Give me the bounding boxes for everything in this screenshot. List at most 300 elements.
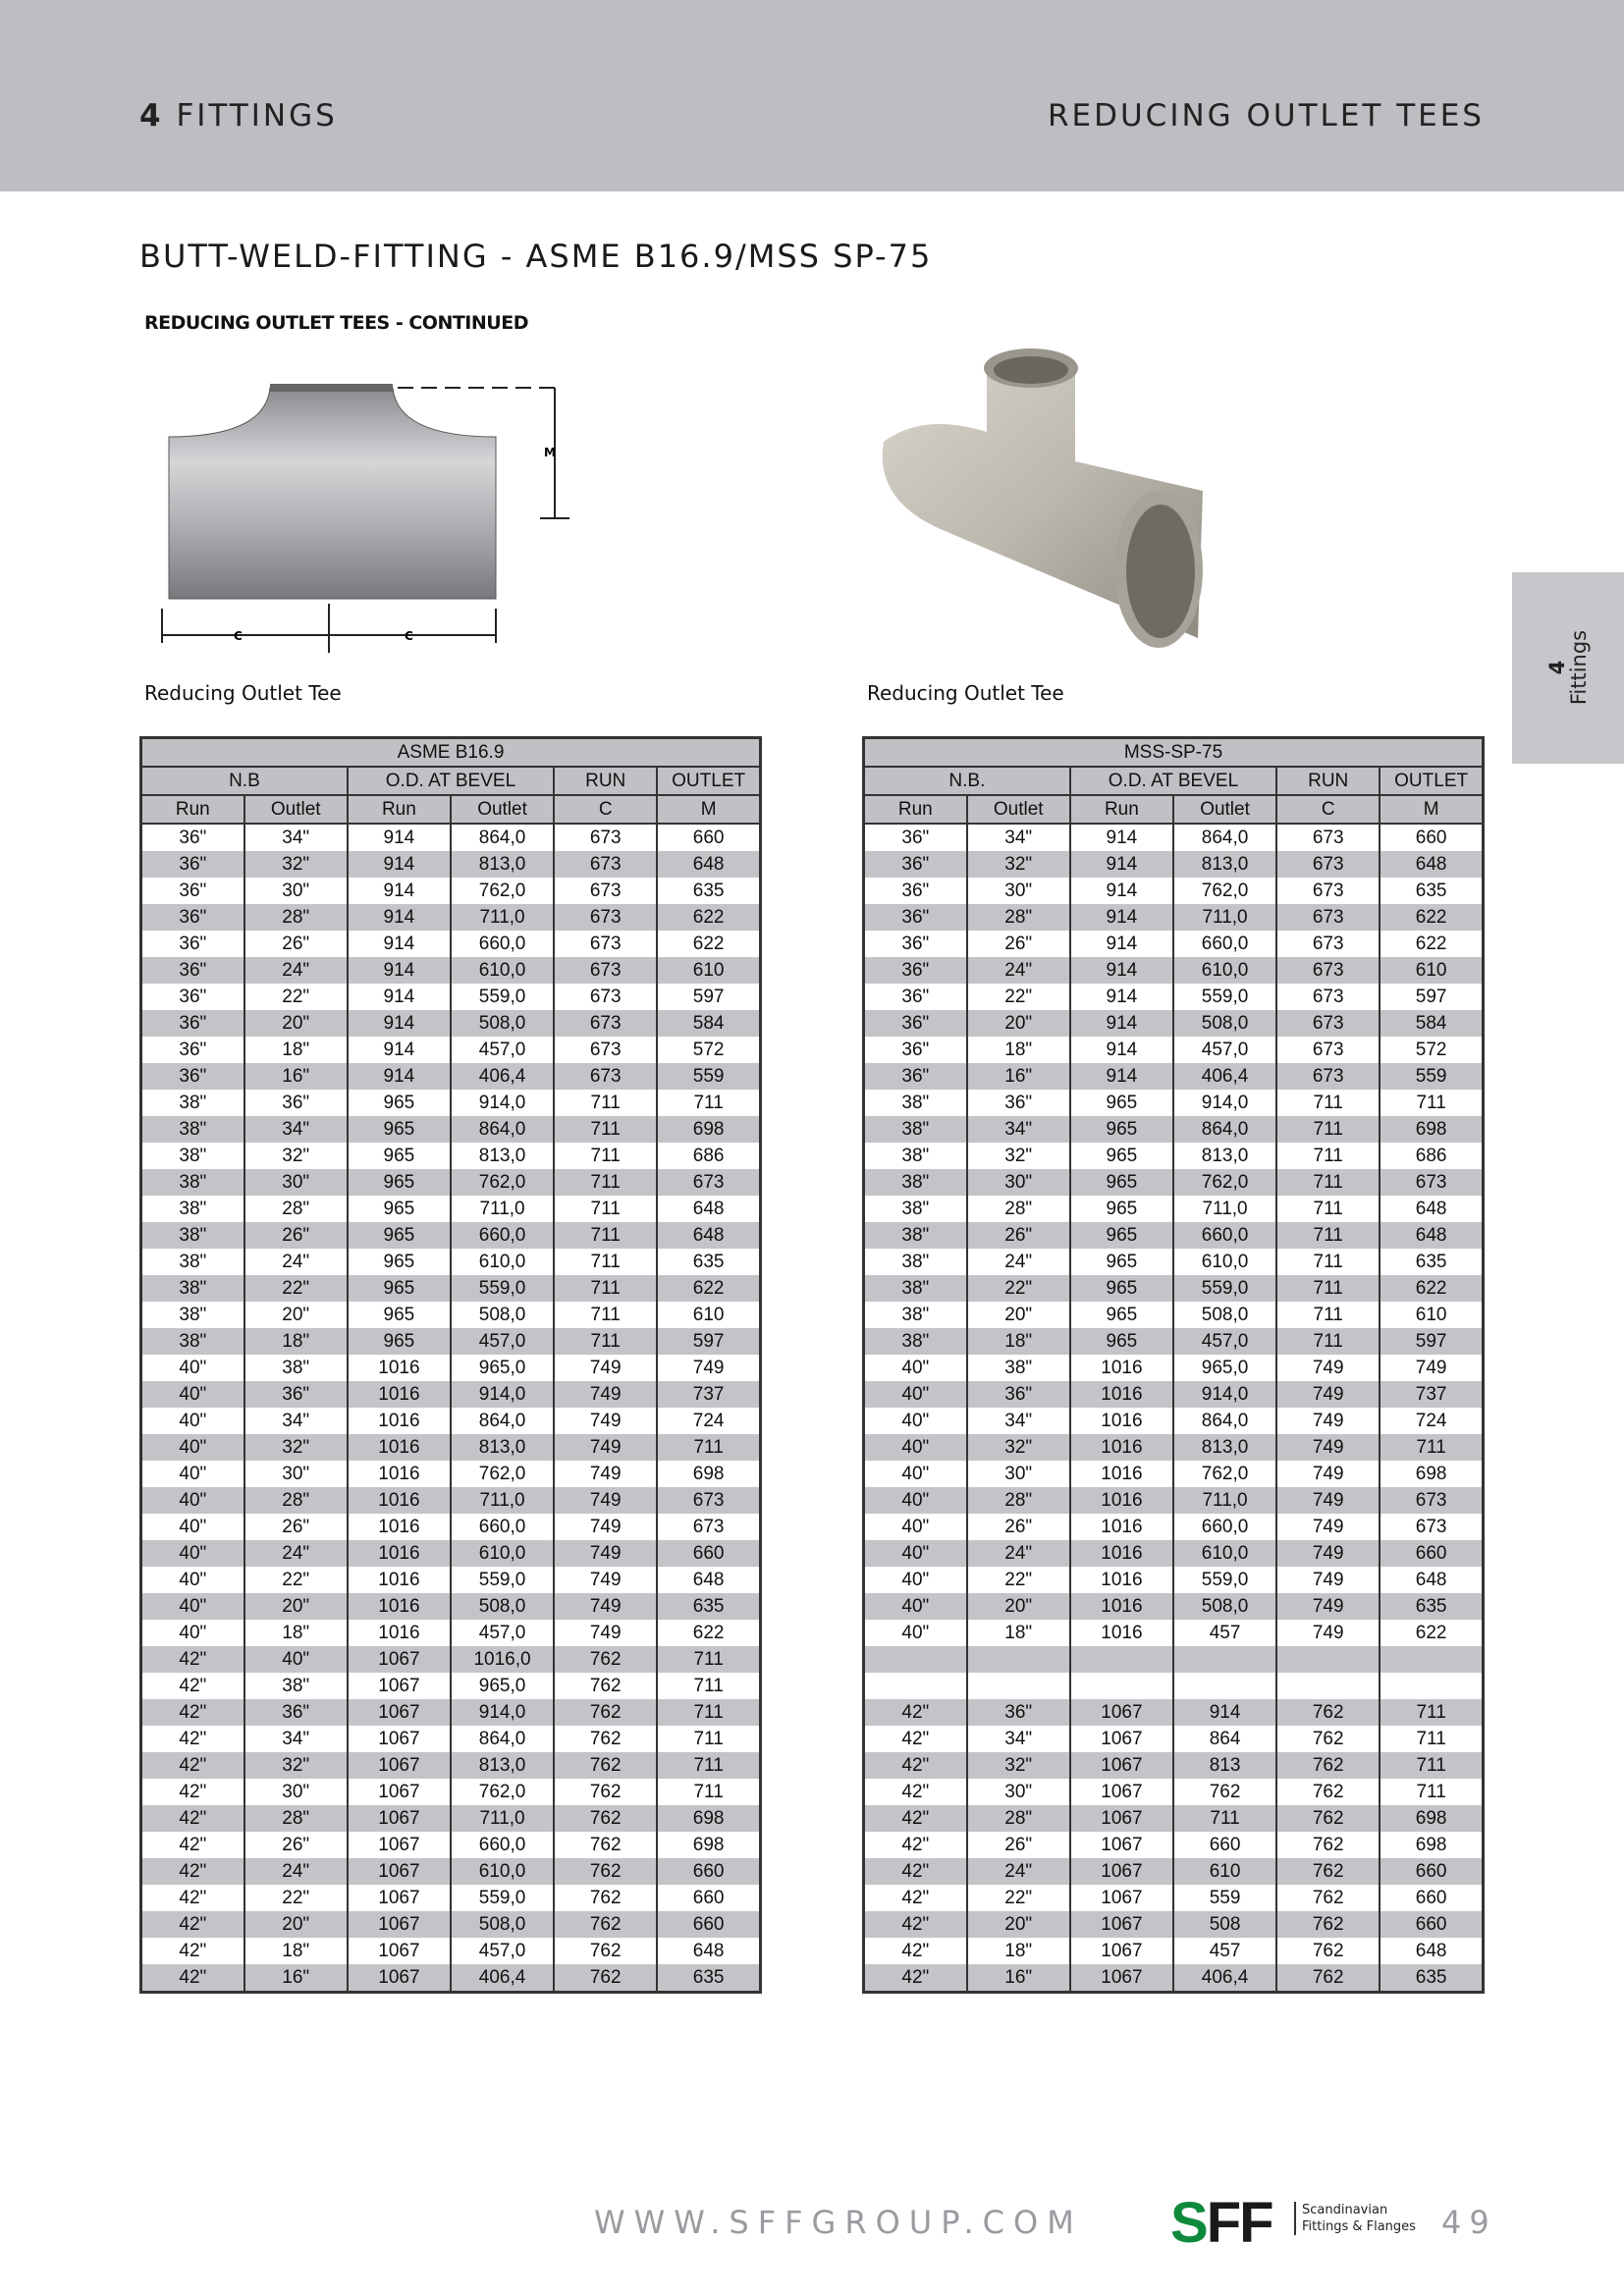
table-cell: 40": [141, 1487, 244, 1514]
table-cell: 711,0: [451, 904, 554, 931]
table-cell: 42": [141, 1646, 244, 1673]
table-cell: 660,0: [1173, 1514, 1276, 1540]
table-cell: 660: [1380, 1858, 1483, 1885]
table-cell: 42": [141, 1726, 244, 1752]
table-cell: 38": [864, 1328, 967, 1355]
table-cell: 648: [1380, 1567, 1483, 1593]
table-cell: 965: [348, 1116, 451, 1143]
table-cell: 508: [1173, 1911, 1276, 1938]
table-cell: 914: [348, 904, 451, 931]
table-row: [141, 1434, 761, 1461]
table-cell: 1067: [348, 1699, 451, 1726]
table-cell: 36": [141, 851, 244, 878]
table-cell: 610: [1380, 1302, 1483, 1328]
table-row: [864, 984, 1484, 1010]
table-cell: 559,0: [1173, 984, 1276, 1010]
table-cell: 711,0: [451, 1805, 554, 1832]
table-cell: 18": [244, 1037, 348, 1063]
table-cell: 38": [141, 1328, 244, 1355]
table-cell: 673: [554, 1037, 657, 1063]
table-row: [141, 1514, 761, 1540]
table-cell: 914: [348, 851, 451, 878]
table-row: [141, 904, 761, 931]
table-cell: 711: [1380, 1699, 1483, 1726]
table-cell: 28": [967, 1805, 1070, 1832]
table-cell: 711: [1380, 1752, 1483, 1779]
table-cell: 40": [864, 1434, 967, 1461]
table-row: [864, 1302, 1484, 1328]
table-cell: 698: [1380, 1805, 1483, 1832]
table-cell: 38": [244, 1673, 348, 1699]
od-header: O.D. AT BEVEL: [348, 767, 554, 795]
table-cell: 698: [1380, 1461, 1483, 1487]
table-cell: 711: [1276, 1116, 1380, 1143]
table-cell: 38": [864, 1169, 967, 1196]
table-cell: 762,0: [451, 1779, 554, 1805]
table-cell: 724: [657, 1408, 760, 1434]
table-cell: 660,0: [1173, 1222, 1276, 1249]
table-cell: 914: [348, 824, 451, 851]
table-cell: 40": [141, 1381, 244, 1408]
table-cell: 1067: [1070, 1938, 1173, 1964]
table-cell: 22": [244, 1275, 348, 1302]
table-cell: 36": [141, 878, 244, 904]
table-cell: 711: [554, 1275, 657, 1302]
table-row: [864, 1249, 1484, 1275]
table-cell: 660,0: [451, 1514, 554, 1540]
table-cell: [1276, 1673, 1380, 1699]
table-cell: 1016: [1070, 1567, 1173, 1593]
table-cell: 635: [657, 1249, 760, 1275]
table-cell: 864,0: [1173, 1408, 1276, 1434]
sub-header: Outlet: [1173, 795, 1276, 824]
table-cell: 1067: [1070, 1964, 1173, 1993]
table-row: [141, 1222, 761, 1249]
table-cell: 559: [1380, 1063, 1483, 1090]
table-cell: 28": [244, 1487, 348, 1514]
table-cell: 26": [967, 1222, 1070, 1249]
table-cell: 673: [554, 824, 657, 851]
table-cell: 813,0: [451, 1143, 554, 1169]
table-row: [864, 1434, 1484, 1461]
table-cell: 749: [1276, 1540, 1380, 1567]
table-cell: 30": [967, 878, 1070, 904]
table-cell: 42": [141, 1964, 244, 1993]
table-cell: 457,0: [451, 1620, 554, 1646]
table-cell: 965,0: [1173, 1355, 1276, 1381]
table-cell: 673: [657, 1169, 760, 1196]
outlet-header: OUTLET: [657, 767, 760, 795]
table-cell: 22": [244, 1567, 348, 1593]
table-cell: 559,0: [451, 1275, 554, 1302]
table-cell: 864,0: [451, 1726, 554, 1752]
table-cell: 813,0: [451, 1434, 554, 1461]
table-cell: 40": [141, 1408, 244, 1434]
table-row: [864, 1885, 1484, 1911]
table-cell: 711: [1276, 1169, 1380, 1196]
website-url[interactable]: WWW.SFFGROUP.COM: [594, 2204, 1083, 2241]
table-cell: 40": [864, 1408, 967, 1434]
sub-header: C: [554, 795, 657, 824]
table-cell: 673: [1276, 851, 1380, 878]
table-cell: 965: [1070, 1143, 1173, 1169]
table-cell: 36": [864, 1037, 967, 1063]
table-cell: 762,0: [451, 878, 554, 904]
table-cell: 38": [141, 1275, 244, 1302]
table-cell: 622: [1380, 931, 1483, 957]
table-cell: 1067: [1070, 1726, 1173, 1752]
table-cell: 711: [1380, 1434, 1483, 1461]
table-row: [864, 1090, 1484, 1116]
table-cell: 24": [244, 1858, 348, 1885]
table-cell: 660: [657, 824, 760, 851]
table-cell: 508,0: [451, 1593, 554, 1620]
table-cell: 20": [967, 1593, 1070, 1620]
table-cell: 18": [244, 1620, 348, 1646]
table-cell: 38": [864, 1275, 967, 1302]
header-band: [0, 0, 1624, 191]
table-row: [141, 1858, 761, 1885]
image-caption-left: Reducing Outlet Tee: [144, 681, 342, 705]
table-row: [141, 1328, 761, 1355]
table-cell: 864,0: [451, 1408, 554, 1434]
table-cell: 22": [967, 1885, 1070, 1911]
sub-header: M: [657, 795, 760, 824]
table-row: [141, 1010, 761, 1037]
table-row: [864, 1646, 1484, 1673]
table-row: [141, 1964, 761, 1993]
table-cell: 813,0: [451, 1752, 554, 1779]
table-cell: 1016: [1070, 1514, 1173, 1540]
table-row: [864, 1037, 1484, 1063]
table-cell: 38": [864, 1222, 967, 1249]
table-cell: 36": [141, 1037, 244, 1063]
table-cell: 30": [967, 1169, 1070, 1196]
table-cell: 26": [967, 931, 1070, 957]
sub-header: Outlet: [451, 795, 554, 824]
table-cell: 686: [657, 1143, 760, 1169]
table-cell: 965: [1070, 1116, 1173, 1143]
table-cell: 965: [348, 1328, 451, 1355]
table-cell: 42": [864, 1752, 967, 1779]
table-cell: 40": [864, 1593, 967, 1620]
table-cell: 610,0: [451, 1249, 554, 1275]
table-cell: 610,0: [451, 1858, 554, 1885]
table-row: [864, 1805, 1484, 1832]
table-cell: 20": [244, 1302, 348, 1328]
table-cell: 508,0: [451, 1911, 554, 1938]
table-cell: 762: [554, 1726, 657, 1752]
table-cell: 22": [244, 1885, 348, 1911]
table-cell: 18": [967, 1037, 1070, 1063]
table-row: [141, 1487, 761, 1514]
table-cell: 698: [1380, 1832, 1483, 1858]
table-cell: 711: [1276, 1196, 1380, 1222]
topic-label: REDUCING OUTLET TEES: [1047, 98, 1485, 133]
image-caption-right: Reducing Outlet Tee: [867, 681, 1064, 705]
table-cell: 1016: [348, 1355, 451, 1381]
table-cell: 40": [141, 1355, 244, 1381]
table-cell: 24": [967, 1540, 1070, 1567]
table-cell: 610,0: [1173, 957, 1276, 984]
table-cell: 36": [141, 957, 244, 984]
table-cell: 762: [1276, 1938, 1380, 1964]
table-cell: 711,0: [451, 1196, 554, 1222]
sub-header: Run: [1070, 795, 1173, 824]
table-cell: 32": [967, 1434, 1070, 1461]
table-row: [141, 1593, 761, 1620]
page-number: 49: [1441, 2204, 1497, 2241]
table-cell: 22": [967, 1275, 1070, 1302]
sub-header: M: [1380, 795, 1483, 824]
table-cell: 965: [1070, 1328, 1173, 1355]
table-cell: 40": [141, 1540, 244, 1567]
table-cell: 32": [967, 1143, 1070, 1169]
sub-header: Outlet: [967, 795, 1070, 824]
table-cell: 559,0: [1173, 1275, 1276, 1302]
table-cell: 32": [244, 851, 348, 878]
table-cell: 724: [1380, 1408, 1483, 1434]
table-row: [141, 1408, 761, 1434]
table-cell: 32": [967, 851, 1070, 878]
table-cell: 34": [967, 1726, 1070, 1752]
table-cell: 38": [141, 1249, 244, 1275]
table-cell: 457,0: [451, 1037, 554, 1063]
table-cell: 1016: [348, 1514, 451, 1540]
table-cell: 42": [864, 1832, 967, 1858]
table-cell: 42": [141, 1699, 244, 1726]
asme-b16-9-table: [139, 736, 762, 1994]
table-cell: 36": [864, 904, 967, 931]
table-cell: 1067: [1070, 1832, 1173, 1858]
table-cell: 622: [657, 931, 760, 957]
table-cell: 559: [1173, 1885, 1276, 1911]
table-cell: 749: [554, 1620, 657, 1646]
table-cell: 16": [967, 1063, 1070, 1090]
table-cell: 673: [1276, 1037, 1380, 1063]
table-cell: 673: [554, 904, 657, 931]
nb-header: N.B: [141, 767, 348, 795]
table-cell: 18": [967, 1620, 1070, 1646]
table-cell: 711: [657, 1434, 760, 1461]
table-cell: 864,0: [1173, 1116, 1276, 1143]
table-cell: 1016: [348, 1540, 451, 1567]
table-cell: [967, 1673, 1070, 1699]
table-cell: 36": [967, 1090, 1070, 1116]
table-cell: 648: [1380, 851, 1483, 878]
table-cell: 1067: [348, 1911, 451, 1938]
table-cell: 1067: [1070, 1911, 1173, 1938]
table-cell: 711: [1276, 1143, 1380, 1169]
table-cell: 42": [141, 1805, 244, 1832]
table-row: [141, 984, 761, 1010]
table-row: [864, 1964, 1484, 1993]
table-cell: 914,0: [1173, 1090, 1276, 1116]
table-cell: 28": [967, 1487, 1070, 1514]
table-cell: 914,0: [451, 1381, 554, 1408]
table-cell: 711: [657, 1752, 760, 1779]
table-cell: 584: [657, 1010, 760, 1037]
table-cell: 660: [657, 1911, 760, 1938]
table-row: [141, 1116, 761, 1143]
table-cell: 42": [141, 1911, 244, 1938]
table-row: [864, 1858, 1484, 1885]
table-cell: 1016: [348, 1593, 451, 1620]
table-cell: 711: [1380, 1726, 1483, 1752]
table-cell: 610,0: [451, 957, 554, 984]
table-cell: 1067: [348, 1964, 451, 1993]
table-row: [864, 851, 1484, 878]
table-cell: 914,0: [1173, 1381, 1276, 1408]
table-cell: 635: [657, 878, 760, 904]
table-row: [864, 1832, 1484, 1858]
table-cell: 20": [967, 1302, 1070, 1328]
sub-header: C: [1276, 795, 1380, 824]
standard-header: ASME B16.9: [141, 738, 761, 768]
table-cell: 40": [864, 1461, 967, 1487]
table-cell: 32": [244, 1143, 348, 1169]
table-cell: 622: [657, 1275, 760, 1302]
table-cell: 965: [348, 1169, 451, 1196]
table-cell: 648: [1380, 1938, 1483, 1964]
table-cell: 711: [554, 1249, 657, 1275]
table-cell: 610: [657, 957, 760, 984]
table-cell: 914: [348, 931, 451, 957]
table-cell: 749: [554, 1461, 657, 1487]
table-cell: 610: [657, 1302, 760, 1328]
table-cell: 762: [1276, 1858, 1380, 1885]
table-cell: 42": [141, 1673, 244, 1699]
table-cell: 749: [554, 1408, 657, 1434]
table-cell: 914: [1070, 957, 1173, 984]
table-cell: 40": [864, 1620, 967, 1646]
table-cell: 749: [554, 1487, 657, 1514]
table-cell: 38": [141, 1222, 244, 1249]
table-cell: 965: [348, 1090, 451, 1116]
table-cell: 762,0: [451, 1169, 554, 1196]
table-cell: 711: [1380, 1090, 1483, 1116]
table-row: [141, 1302, 761, 1328]
table-cell: 1016: [348, 1567, 451, 1593]
table-row: [141, 1646, 761, 1673]
table-cell: 1016: [348, 1487, 451, 1514]
table-cell: 762: [554, 1646, 657, 1673]
table-cell: 711: [657, 1090, 760, 1116]
table-row: [864, 1487, 1484, 1514]
table-cell: 38": [141, 1302, 244, 1328]
table-cell: 572: [657, 1037, 760, 1063]
table-cell: 610,0: [451, 1540, 554, 1567]
table-cell: 635: [1380, 1964, 1483, 1993]
page-title: BUTT-WELD-FITTING - ASME B16.9/MSS SP-75: [139, 238, 933, 275]
table-cell: 660,0: [451, 1222, 554, 1249]
table-cell: 965: [1070, 1302, 1173, 1328]
table-cell: 660: [1380, 824, 1483, 851]
table-cell: 1016: [1070, 1540, 1173, 1567]
table-cell: 38": [864, 1143, 967, 1169]
table-row: [864, 1328, 1484, 1355]
dim-m-label: M: [544, 446, 556, 459]
table-cell: 749: [1380, 1355, 1483, 1381]
table-cell: 711: [554, 1169, 657, 1196]
table-cell: 660,0: [451, 1832, 554, 1858]
svg-text:C: C: [234, 629, 243, 643]
table-cell: 914: [348, 878, 451, 904]
table-row: [141, 824, 761, 851]
table-cell: 36": [244, 1381, 348, 1408]
table-row: [141, 878, 761, 904]
side-tab-fittings[interactable]: 4 Fittings: [1512, 572, 1624, 764]
table-row: [864, 1355, 1484, 1381]
table-cell: [1070, 1673, 1173, 1699]
table-cell: 559,0: [451, 1885, 554, 1911]
table-cell: 762: [554, 1699, 657, 1726]
table-cell: 18": [967, 1938, 1070, 1964]
table-cell: 648: [1380, 1196, 1483, 1222]
table-cell: 749: [554, 1355, 657, 1381]
table-cell: 1016: [348, 1434, 451, 1461]
table-cell: 24": [244, 1249, 348, 1275]
table-cell: 18": [244, 1938, 348, 1964]
mss-sp-75-table: [862, 736, 1485, 1994]
table-row: [141, 1143, 761, 1169]
table-row: [141, 1938, 761, 1964]
tee-drawing: [147, 378, 569, 653]
table-cell: 673: [1276, 957, 1380, 984]
sub-header: Run: [141, 795, 244, 824]
table-cell: 914: [348, 1037, 451, 1063]
table-cell: 36": [141, 984, 244, 1010]
table-cell: 42": [864, 1938, 967, 1964]
table-cell: 26": [967, 1514, 1070, 1540]
table-cell: 762: [554, 1673, 657, 1699]
table-cell: 34": [244, 1726, 348, 1752]
table-cell: 42": [864, 1699, 967, 1726]
table-cell: 1067: [348, 1805, 451, 1832]
table-cell: 597: [657, 984, 760, 1010]
table-row: [864, 1010, 1484, 1037]
table-cell: 508,0: [451, 1010, 554, 1037]
table-cell: 673: [1276, 1010, 1380, 1037]
table-cell: 36": [864, 878, 967, 904]
table-row: [864, 1620, 1484, 1646]
table-row: [141, 1063, 761, 1090]
table-cell: 648: [657, 1938, 760, 1964]
table-cell: 711: [1276, 1302, 1380, 1328]
table-cell: [1173, 1673, 1276, 1699]
table-cell: 30": [967, 1461, 1070, 1487]
table-cell: 864,0: [1173, 824, 1276, 851]
table-cell: 965: [1070, 1275, 1173, 1302]
table-cell: 673: [1276, 824, 1380, 851]
table-cell: 26": [967, 1832, 1070, 1858]
table-cell: 622: [1380, 904, 1483, 931]
table-cell: 20": [967, 1911, 1070, 1938]
table-cell: 698: [657, 1805, 760, 1832]
table-cell: 42": [141, 1885, 244, 1911]
table-cell: 965: [1070, 1249, 1173, 1275]
table-cell: 34": [244, 1116, 348, 1143]
table-cell: 762: [1276, 1779, 1380, 1805]
table-cell: 762: [1276, 1726, 1380, 1752]
table-cell: 965: [348, 1302, 451, 1328]
table-cell: 711: [554, 1302, 657, 1328]
table-row: [141, 1805, 761, 1832]
table-cell: 38": [864, 1302, 967, 1328]
table-cell: 38": [141, 1116, 244, 1143]
table-cell: 34": [967, 824, 1070, 851]
table-cell: 559: [657, 1063, 760, 1090]
